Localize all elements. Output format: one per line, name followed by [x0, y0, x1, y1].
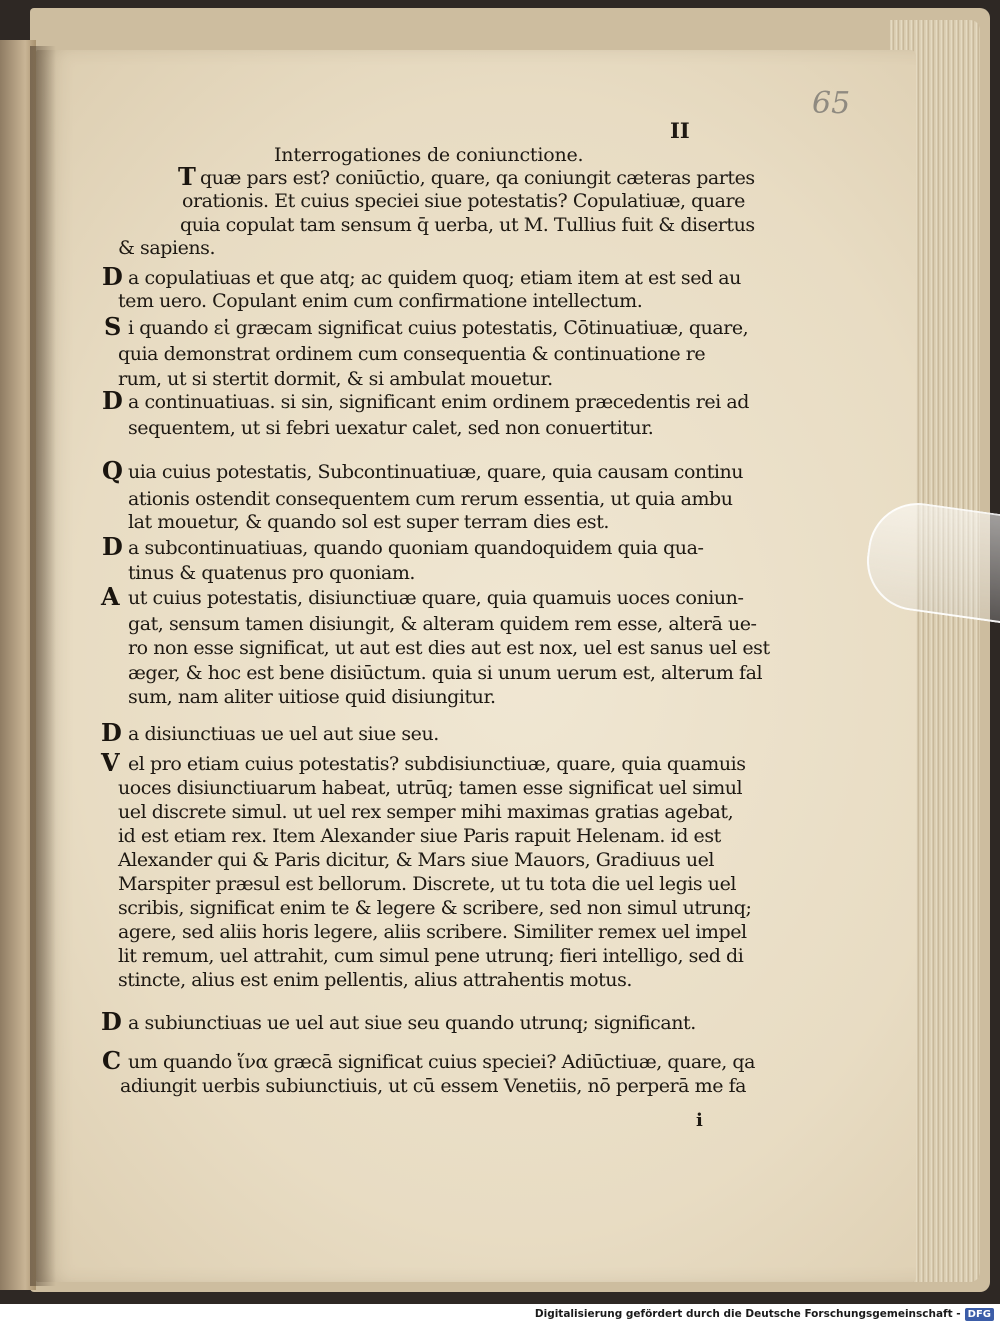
initial-letter: D	[102, 262, 123, 291]
initial-letter: V	[101, 748, 120, 777]
text-line: a copulatiuas et que atq; ac quidem quoq; etiam item at est sed au	[128, 267, 741, 289]
text-line: lat mouetur, & quando sol est super terram dies est.	[128, 511, 609, 533]
text-line: sequentem, ut si febri uexatur calet, sed non conuertitur.	[128, 417, 654, 439]
catchword: i	[696, 1110, 703, 1131]
text-line: a subiunctiuas ue uel aut siue seu quando utrunq; significant.	[128, 1012, 696, 1034]
footer-credit: Digitalisierung gefördert durch die Deutsche Forschungsgemeinschaft -	[534, 1308, 961, 1320]
text-line: quia copulat tam sensum q̄ uerba, ut M. Tullius fuit & disertus	[180, 214, 755, 236]
text-line: ationis ostendit consequentem cum rerum essentia, ut quia ambu	[128, 488, 733, 510]
running-head: Interrogationes de coniunctione.	[274, 144, 584, 166]
initial-letter: D	[102, 532, 123, 561]
footer-bar	[0, 1304, 1000, 1324]
text-line: rum, ut si stertit dormit, & si ambulat mouetur.	[118, 368, 553, 390]
text-line: Marspiter præsul est bellorum. Discrete, ut tu tota die uel legis uel	[118, 873, 737, 895]
text-line: el pro etiam cuius potestatis? subdisiunctiuæ, quare, quia quamuis	[128, 753, 746, 775]
text-line: stincte, alius est enim pellentis, alius attrahentis motus.	[118, 969, 632, 991]
text-line: uel discrete simul. ut uel rex semper mihi maximas gratias agebat,	[118, 801, 734, 823]
initial-letter: S	[104, 312, 122, 341]
initial-letter: Q	[102, 456, 123, 485]
text-line: ut cuius potestatis, disiunctiuæ quare, quia quamuis uoces coniun-	[128, 587, 744, 609]
initial-letter: T	[178, 162, 196, 191]
initial-letter: A	[101, 582, 120, 611]
text-line: a continuatiuas. si sin, significant enim ordinem præcedentis rei ad	[128, 391, 749, 413]
text-line: id est etiam rex. Item Alexander siue Paris rapuit Helenam. id est	[118, 825, 721, 847]
initial-letter: C	[102, 1046, 122, 1075]
text-line: uoces disiunctiuarum habeat, utrūq; tamen esse significat uel simul	[118, 777, 743, 799]
text-line: agere, sed aliis horis legere, aliis scribere. Similiter remex uel impel	[118, 921, 747, 943]
text-line: scribis, significat enim te & legere & scribere, sed non simul utrunq;	[118, 897, 752, 919]
text-line: a disiunctiuas ue uel aut siue seu.	[128, 723, 439, 745]
initial-letter: D	[102, 386, 123, 415]
text-line: lit remum, uel attrahit, cum simul pene utrunq; fieri intelligo, sed di	[118, 945, 744, 967]
signature-number: II	[670, 118, 690, 143]
text-line: a subcontinuatiuas, quando quoniam quandoquidem quia qua-	[128, 537, 704, 559]
text-line: quia demonstrat ordinem cum consequentia & continuatione re	[118, 343, 706, 365]
text-line: orationis. Et cuius speciei siue potestatis? Copulatiuæ, quare	[182, 190, 745, 212]
text-line: i quando εἰ græcam significat cuius potestatis, Cōtinuatiuæ, quare,	[128, 317, 749, 339]
text-line: gat, sensum tamen disiungit, & alteram quidem rem esse, alterā ue-	[128, 613, 757, 635]
text-line: uia cuius potestatis, Subcontinuatiuæ, quare, quia causam continu	[128, 461, 744, 483]
text-line: & sapiens.	[118, 237, 216, 259]
text-line: sum, nam aliter uitiose quid disiungitur.	[128, 686, 496, 708]
text-line: um quando ἵνα græcā significat cuius speciei? Adiūctiuæ, quare, qa	[128, 1051, 755, 1073]
text-line: ro non esse significat, ut aut est dies aut est nox, uel est sanus uel est	[128, 637, 770, 659]
pencil-folio-number: 65	[812, 86, 851, 121]
text-line: æger, & hoc est bene disiūctum. quia si unum uerum est, alterum fal	[128, 662, 763, 684]
text-line: quæ pars est? coniūctio, quare, qa coniungit cæteras partes	[200, 167, 755, 189]
text-line: adiungit uerbis subiunctiuis, ut cū essem Venetiis, nō perperā me fa	[120, 1075, 747, 1097]
text-line: Alexander qui & Paris dicitur, & Mars siue Mauors, Gradiuus uel	[118, 849, 715, 871]
text-line: tem uero. Copulant enim cum confirmatione intellectum.	[118, 290, 643, 312]
initial-letter: D	[101, 1007, 122, 1036]
dfg-logo: DFG	[965, 1308, 994, 1321]
initial-letter: D	[101, 718, 122, 747]
text-line: tinus & quatenus pro quoniam.	[128, 562, 416, 584]
